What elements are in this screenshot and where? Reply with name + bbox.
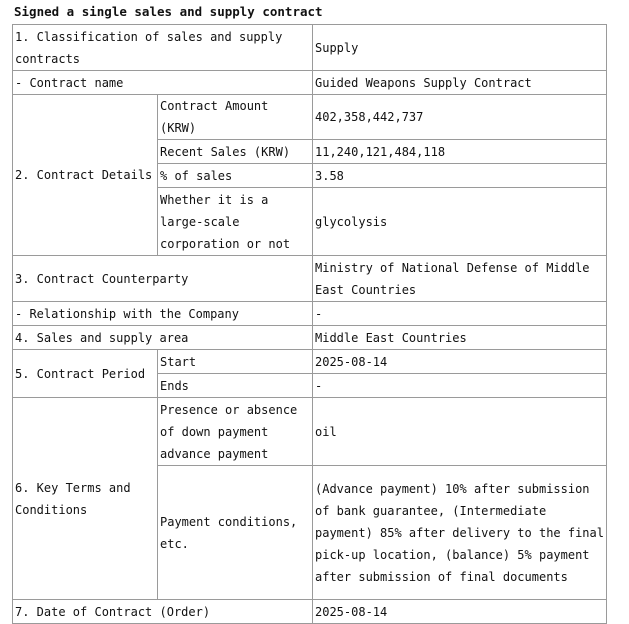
contract-details-label: 2. Contract Details xyxy=(13,95,158,256)
classification-label: 1. Classification of sales and supply contracts xyxy=(13,25,313,71)
relationship-value: - xyxy=(313,302,607,326)
sales-area-label: 4. Sales and supply area xyxy=(13,326,313,350)
table-row xyxy=(13,326,607,350)
contract-table xyxy=(12,24,607,624)
payment-conditions-value: (Advance payment) 10% after submission of bank guarantee, (Intermediate payment) 85% after delivery to the final pick-up location, (balance) 5% payment after submission of final documents xyxy=(313,466,607,600)
period-ends-label: Ends xyxy=(158,374,313,398)
large-scale-label: Whether it is a large-scale corporation or not xyxy=(158,188,313,256)
table-row xyxy=(13,302,607,326)
contract-date-value: 2025-08-14 xyxy=(313,600,607,624)
counterparty-label: 3. Contract Counterparty xyxy=(13,256,313,302)
period-start-label: Start xyxy=(158,350,313,374)
contract-amount-value: 402,358,442,737 xyxy=(313,95,607,140)
sales-area-value: Middle East Countries xyxy=(313,326,607,350)
contract-amount-label: Contract Amount (KRW) xyxy=(158,95,313,140)
down-payment-label: Presence or absence of down payment advance payment xyxy=(158,398,313,466)
classification-value: Supply xyxy=(313,25,607,71)
table-row xyxy=(13,350,607,374)
contract-date-label: 7. Date of Contract (Order) xyxy=(13,600,313,624)
recent-sales-value: 11,240,121,484,118 xyxy=(313,140,607,164)
key-terms-label: 6. Key Terms and Conditions xyxy=(13,398,158,600)
page-title: Signed a single sales and supply contract xyxy=(14,4,323,19)
table-row xyxy=(13,256,607,302)
table-row xyxy=(13,25,607,71)
pct-sales-label: % of sales xyxy=(158,164,313,188)
period-ends-value: - xyxy=(313,374,607,398)
relationship-label: - Relationship with the Company xyxy=(13,302,313,326)
table-row xyxy=(13,95,607,140)
table-row xyxy=(13,600,607,624)
contract-name-value: Guided Weapons Supply Contract xyxy=(313,71,607,95)
contract-name-label: - Contract name xyxy=(13,71,313,95)
table-row xyxy=(13,71,607,95)
pct-sales-value: 3.58 xyxy=(313,164,607,188)
payment-conditions-label: Payment conditions, etc. xyxy=(158,466,313,600)
table-row xyxy=(13,398,607,466)
recent-sales-label: Recent Sales (KRW) xyxy=(158,140,313,164)
large-scale-value: glycolysis xyxy=(313,188,607,256)
contract-period-label: 5. Contract Period xyxy=(13,350,158,398)
period-start-value: 2025-08-14 xyxy=(313,350,607,374)
counterparty-value: Ministry of National Defense of Middle East Countries xyxy=(313,256,607,302)
down-payment-value: oil xyxy=(313,398,607,466)
